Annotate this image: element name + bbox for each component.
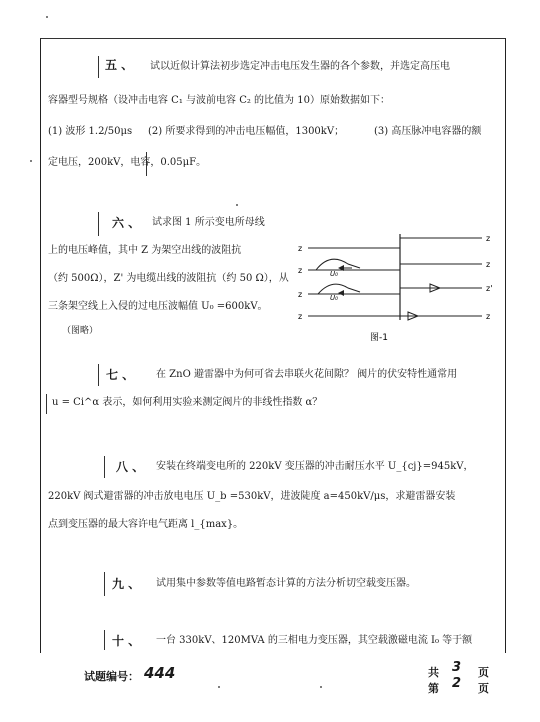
surge-wave-1	[316, 259, 360, 270]
total-pages-value: 3	[452, 660, 462, 675]
total-pages-label: 共	[428, 666, 439, 679]
question-5-text-line2: 容器型号规格（设冲击电容 C₁ 与波前电容 C₂ 的比值为 10）原始数据如下：	[48, 95, 390, 106]
question-9-text-line1: 试用集中参数等值电路暂态计算的方法分析切空载变压器。	[156, 578, 416, 589]
z-label-6: z	[486, 260, 491, 269]
question-8-number: 八 、	[116, 460, 145, 474]
question-9-number: 九 、	[112, 577, 141, 591]
question-8-text-line2: 220kV 阀式避雷器的冲击放电电压 U_b =530kV，进波陡度 a=450kV/μs，求避雷器安装	[48, 491, 456, 502]
margin-mark	[104, 572, 105, 596]
question-5-item-3: (3) 高压脉冲电容器的额	[374, 126, 482, 137]
question-6-text-line1: 试求图 1 所示变电所母线	[152, 217, 265, 228]
z-label-5: z	[486, 234, 491, 243]
u0-label-1: U₀	[330, 270, 338, 278]
margin-mark	[46, 394, 47, 414]
exam-code-value: 444	[144, 664, 176, 682]
u0-label-2: U₀	[330, 294, 338, 302]
margin-mark	[98, 212, 99, 236]
figure-caption: 图-1	[370, 333, 388, 343]
question-7-text-line2: u = Ci^α 表示，如何利用实验来测定阀片的非线性指数 α？	[52, 397, 323, 408]
question-8-text-line3: 点到变压器的最大容许电气距离 l_{max}。	[48, 519, 244, 530]
question-5-item-1: (1) 波形 1.2/50μs	[48, 126, 133, 137]
z-label-4: z	[298, 312, 303, 321]
z-label-3: z	[298, 290, 303, 299]
question-5-item-2: (2) 所要求得到的冲击电压幅值，1300kV；	[148, 126, 345, 137]
z-label-7: z	[486, 312, 491, 321]
z-label-1: z	[298, 244, 303, 253]
question-6-fig-note: （图略）	[62, 326, 99, 336]
question-5-text-line1: 试以近似计算法初步选定冲击电压发生器的各个参数，并选定高压电	[150, 61, 450, 72]
z-label-2: z	[298, 266, 303, 275]
margin-mark	[104, 630, 105, 650]
scan-speck	[236, 204, 238, 206]
exam-code-label: 试题编号：	[84, 670, 139, 683]
scan-speck	[218, 686, 220, 688]
current-page-value: 2	[452, 676, 462, 691]
zp-label: z'	[486, 284, 493, 293]
question-6-text-line2: 上的电压峰值，其中 Z 为架空出线的波阻抗	[48, 245, 242, 256]
question-7-text-line1: 在 ZnO 避雷器中为何可省去串联火花间隙？ 阀片的伏安特性通常用	[156, 369, 458, 380]
current-page-label: 第	[428, 682, 439, 695]
total-pages-unit: 页	[478, 666, 489, 679]
question-10-number: 十 、	[112, 634, 141, 648]
question-10-text-line1: 一台 330kV、120MVA 的三相电力变压器，其空载激磁电流 I₀ 等于额	[156, 635, 473, 646]
question-6-text-line3: （约 500Ω），Z' 为电缆出线的波阻抗（约 50 Ω），从	[48, 273, 289, 284]
question-5-text-line4: 定电压，200kV，电容，0.05μF。	[48, 157, 207, 168]
margin-mark	[98, 56, 99, 78]
scan-speck	[46, 16, 48, 18]
arrow-head-2	[338, 290, 344, 296]
scan-speck	[30, 160, 32, 162]
current-page-unit: 页	[478, 682, 489, 695]
question-6-number: 六 、	[112, 216, 141, 230]
question-8-text-line1: 安装在终端变电所的 220kV 变压器的冲击耐压水平 U_{cj}=945kV，	[156, 461, 474, 472]
scan-speck	[320, 686, 322, 688]
question-7-number: 七 、	[106, 368, 135, 382]
margin-mark	[98, 364, 99, 386]
figure-1-circuit-diagram	[290, 228, 504, 348]
margin-mark	[104, 456, 105, 478]
question-5-number: 五 、	[105, 58, 134, 72]
question-6-text-line4: 三条架空线上入侵的过电压波幅值 U₀ =600kV。	[48, 301, 268, 312]
